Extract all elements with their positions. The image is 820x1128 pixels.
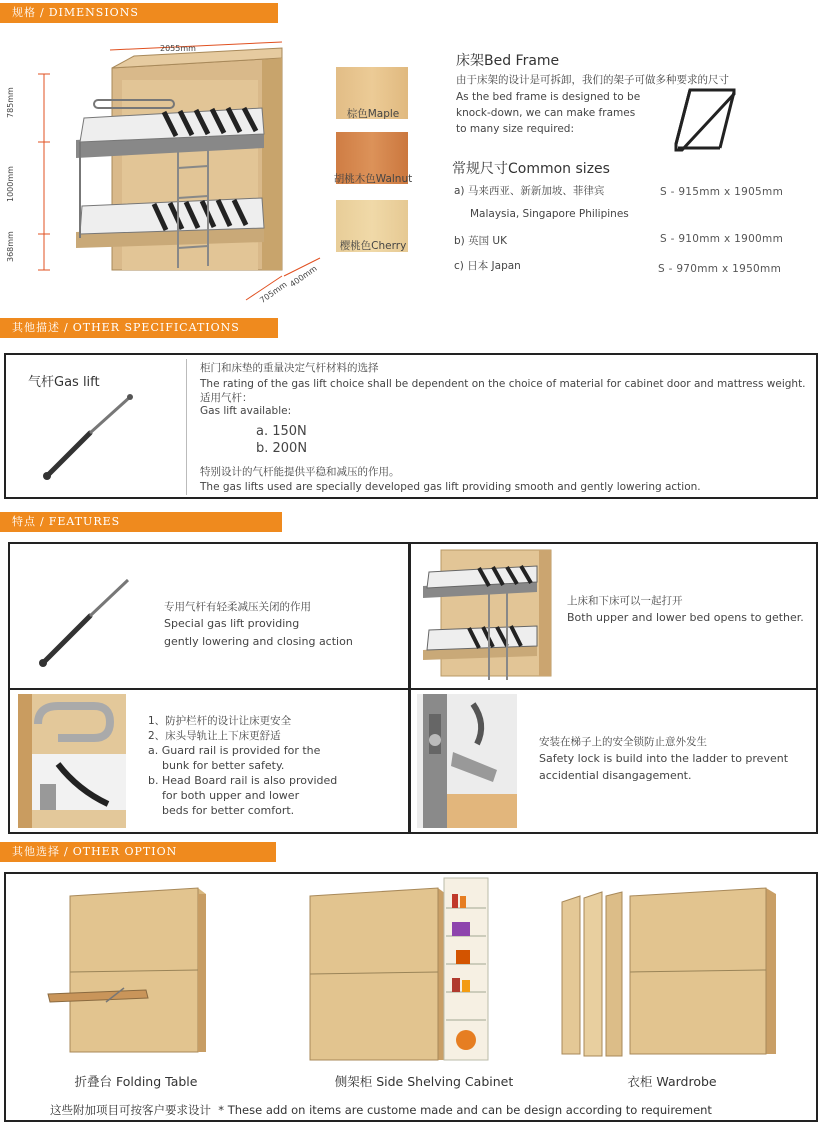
- gas-lift-option-a: a. 150N: [256, 424, 307, 439]
- gas-lift-available-en: Gas lift available:: [200, 405, 292, 417]
- feature-2-en: Both upper and lower bed opens to gether.: [567, 611, 804, 624]
- option-wardrobe-label: 衣柜 Wardrobe: [627, 1074, 717, 1089]
- option-side-shelving-label: 侧架柜 Side Shelving Cabinet: [334, 1074, 514, 1089]
- bed-frame-desc-en-1: As the bed frame is designed to be: [456, 91, 641, 103]
- gas-lift-spec-box: [4, 353, 818, 499]
- feature-3-line-3: a. Guard rail is provided for the: [148, 744, 321, 757]
- size-c-label: c) 日本 Japan: [454, 260, 521, 272]
- common-sizes-title: 常规尺寸Common sizes: [452, 161, 610, 177]
- bed-frame-desc-en-3: to many size required:: [456, 123, 574, 135]
- gas-lift-option-b: b. 200N: [256, 441, 308, 456]
- dim-depth-b: 400mm: [288, 263, 319, 290]
- bed-frame-icon: [668, 84, 744, 156]
- dim-width: 2055mm: [160, 44, 196, 53]
- feature-3-line-5: b. Head Board rail is also provided: [148, 774, 338, 787]
- feature-1-en-2: gently lowering and closing action: [164, 635, 353, 648]
- size-a-value: S - 915mm x 1905mm: [660, 186, 784, 198]
- size-a-label-en: Malaysia, Singapore Philipines: [470, 208, 629, 220]
- section-title-cn: 特点: [12, 515, 36, 528]
- feature-gas-lift-box: [8, 542, 410, 690]
- size-b-label: b) 英国 UK: [454, 235, 508, 247]
- size-c-value: S - 970mm x 1950mm: [658, 263, 782, 275]
- feature-2-cn: 上床和下床可以一起打开: [567, 595, 683, 607]
- size-b-value: S - 910mm x 1900mm: [660, 233, 784, 245]
- feature-4-cn: 安装在梯子上的安全锁防止意外发生: [539, 736, 707, 748]
- bunk-bed-dimension-drawing: [14, 38, 332, 306]
- swatch-cherry-label: 樱桃色Cherry: [339, 240, 407, 252]
- feature-4-en-1: Safety lock is build into the ladder to prevent: [539, 752, 789, 765]
- gas-lift-available-cn: 适用气杆：: [200, 392, 253, 404]
- feature-1-cn: 专用气杆有轻柔减压关闭的作用: [164, 601, 311, 613]
- feature-3-line-2: 2、床头导轨让上下床更舒适: [148, 730, 281, 742]
- dim-height-bottom: 368mm: [6, 231, 15, 262]
- guard-rail-photo: [18, 694, 126, 828]
- feature-1-en-1: Special gas lift providing: [164, 617, 300, 630]
- dim-depth-a: 705mm: [258, 279, 289, 306]
- feature-3-line-4: bunk for better safety.: [148, 759, 285, 772]
- bed-frame-desc-cn: 由于床架的设计是可拆卸，我们的架子可做多种要求的尺寸: [456, 74, 729, 86]
- section-header-other-option: 其他选择 / OTHER OPTION: [0, 842, 276, 862]
- section-header-other-specs: 其他描述 / OTHER SPECIFICATIONS: [0, 318, 278, 338]
- gas-lift-icon: [38, 391, 138, 483]
- safety-lock-photo: [417, 694, 517, 828]
- feature-both-beds-box: [409, 542, 818, 690]
- divider: [186, 359, 187, 495]
- bed-frame-desc-en-2: knock-down, we can make frames: [456, 107, 636, 119]
- gas-lift-line-cn: 柜门和床垫的重量决定气杆材料的选择: [200, 362, 379, 374]
- dim-height-top: 785mm: [6, 87, 15, 118]
- section-header-dimensions: 规格 / DIMENSIONS: [0, 3, 278, 23]
- bed-frame-title: 床架Bed Frame: [456, 53, 560, 69]
- side-shelving-cabinet-image: [306, 874, 496, 1068]
- feature-safety-lock-box: [409, 688, 818, 834]
- options-footnote: 这些附加项目可按客户要求设计 * These add on items are custome made and can be design according to requirement: [50, 1103, 712, 1117]
- wardrobe-cabinet-image: [554, 878, 788, 1062]
- section-title-cn: 其他选择: [12, 845, 60, 858]
- dim-height-middle: 1000mm: [6, 166, 15, 202]
- gas-lift-line-en: The rating of the gas lift choice shall be dependent on the choice of material for cabinet door and mattress weight.: [200, 378, 806, 390]
- section-header-features: 特点 / FEATURES: [0, 512, 282, 532]
- swatch-maple-label: 棕色Maple: [346, 108, 400, 120]
- bunk-bed-open-photo: [419, 546, 559, 684]
- option-folding-table-label: 折叠台 Folding Table: [74, 1074, 198, 1089]
- feature-3-line-6: for both upper and lower: [148, 789, 300, 802]
- feature-guard-rail-box: [8, 688, 410, 834]
- feature-4-en-2: accidential disangagement.: [539, 769, 692, 782]
- folding-table-cabinet-image: [46, 886, 212, 1056]
- section-title-cn: 其他描述: [12, 321, 60, 334]
- section-title-en: FEATURES: [48, 515, 121, 528]
- section-title-en: OTHER OPTION: [72, 845, 178, 858]
- gas-lift-title: 气杆Gas lift: [28, 375, 100, 390]
- section-title-en: OTHER SPECIFICATIONS: [72, 321, 240, 334]
- section-title-cn: 规格: [12, 6, 36, 19]
- swatch-walnut-label: 胡桃木色Walnut: [333, 173, 413, 185]
- feature-3-line-7: beds for better comfort.: [148, 804, 295, 817]
- other-options-box: [4, 872, 818, 1122]
- gas-lift-icon: [36, 572, 136, 672]
- size-a-label: a) 马来西亚、新新加坡、菲律宾: [454, 185, 605, 197]
- feature-3-line-1: 1、防护栏杆的设计让床更安全: [148, 715, 292, 727]
- gas-lift-note-cn: 特别设计的气杆能提供平稳和减压的作用。: [200, 466, 400, 478]
- section-title-en: DIMENSIONS: [48, 6, 139, 19]
- gas-lift-note-en: The gas lifts used are specially developed gas lift providing smooth and gently lowering action.: [200, 481, 701, 493]
